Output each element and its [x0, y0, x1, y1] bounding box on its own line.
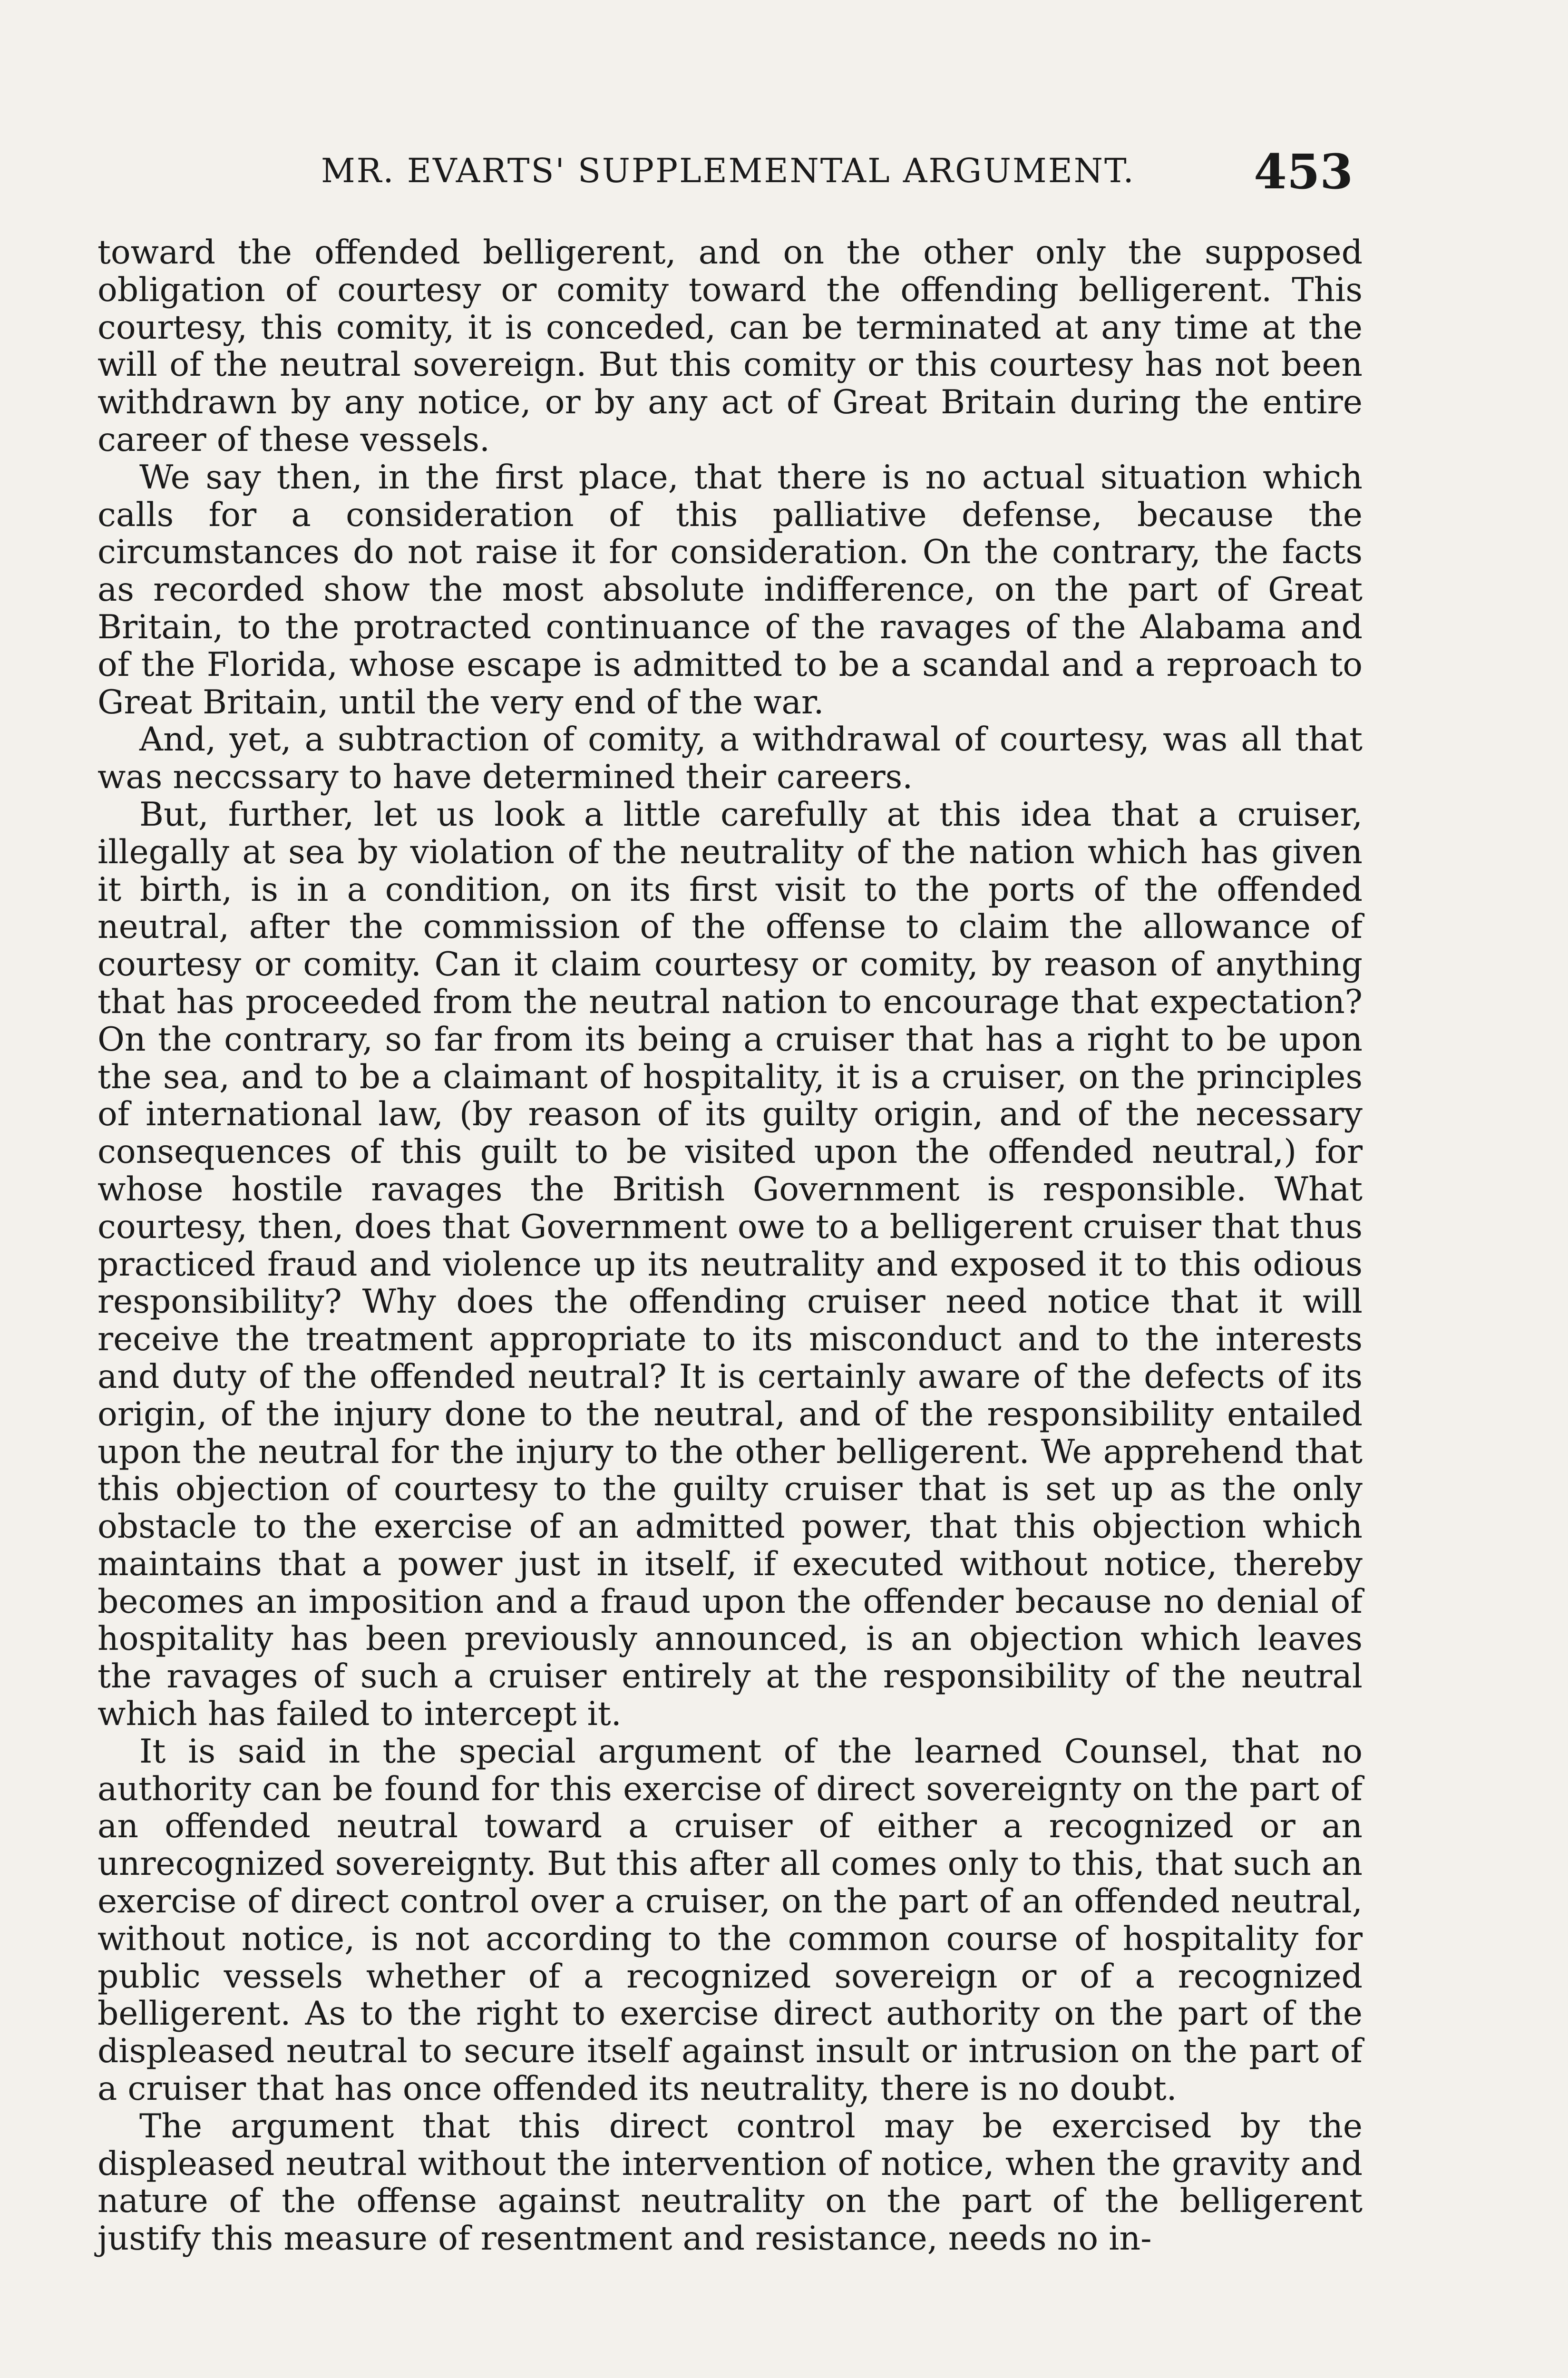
paragraph-6: The argument that this direct control may be exercised by the displeased neutral without the intervention of notice, when the gravity and nature of the offense against neutrality on the part of the belligerent justify this measure of resentment and resistance, needs no in- [97, 2107, 1363, 2258]
paragraph-1: toward the offended belligerent, and on the other only the supposed obligation of courtesy or comity toward the offending belligerent. This courtesy, this comity, it is conceded, can be terminated at any time at the will of the neutral sovereign. But this comity or this courtesy has not been withdrawn by any notice, or by any act of Great Britain during the entire career of these vessels. [97, 234, 1363, 459]
body-text [97, 234, 1363, 2258]
running-title: MR. EVARTS' SUPPLEMENTAL ARGUMENT. [321, 151, 1135, 190]
running-head [97, 144, 1363, 204]
paragraph-3: And, yet, a subtraction of comity, a withdrawal of courtesy, was all that was neccssary to have determined their careers. [97, 721, 1363, 797]
paragraph-4: But, further, let us look a little carefully at this idea that a cruiser, illegally at sea by violation of the neutrality of the nation which has given it birth, is in a condition, on its first visit to the ports of the offended neutral, after the commission of the offense to claim the allowance of courtesy or comity. Can it claim courtesy or comity, by reason of anything that has proceeded from the neutral nation to encourage that expectation? On the contrary, so far from its being a cruiser that has a right to be upon the sea, and to be a claimant of hospitality, it is a cruiser, on the principles of international law, (by reason of its guilty origin, and of the necessary consequences of this guilt to be visited upon the offended neutral,) for whose hostile ravages the British Government is responsible. What courtesy, then, does that Government owe to a belligerent cruiser that thus practiced fraud and violence up its neutrality and exposed it to this odious responsibility? Why does the offending cruiser need notice that it will receive the treatment appropriate to its misconduct and to the interests and duty of the offended neutral? It is certainly aware of the defects of its origin, of the injury done to the neutral, and of the responsibility entailed upon the neutral for the injury to the other belligerent. We apprehend that this objection of courtesy to the guilty cruiser that is set up as the only obstacle to the exercise of an admitted power, that this objection which maintains that a power just in itself, if executed without notice, thereby becomes an imposition and a fraud upon the offender because no denial of hospitality has been previously announced, is an objection which leaves the ravages of such a cruiser entirely at the responsibility of the neutral which has failed to intercept it. [97, 795, 1363, 1734]
paragraph-5: It is said in the special argument of the learned Counsel, that no authority can be found for this exercise of direct sovereignty on the part of an offended neutral toward a cruiser of either a recognized or an unrecognized sovereignty. But this after all comes only to this, that such an exercise of direct control over a cruiser, on the part of an offended neutral, without notice, is not according to the common course of hospitality for public vessels whether of a recognized sovereign or of a recognized belligerent. As to the right to exercise direct authority on the part of the displeased neutral to secure itself against insult or intrusion on the part of a cruiser that has once offended its neutrality, there is no doubt. [97, 1732, 1363, 2108]
paragraph-2: We say then, in the first place, that there is no actual situation which calls for a consideration of this palliative defense, because the circumstances do not raise it for consideration. On the contrary, the facts as recorded show the most absolute indifference, on the part of Great Britain, to the protracted continuance of the ravages of the Alabama and of the Florida, whose escape is admitted to be a scandal and a reproach to Great Britain, until the very end of the war. [97, 458, 1363, 721]
page-number: 453 [1254, 144, 1353, 200]
